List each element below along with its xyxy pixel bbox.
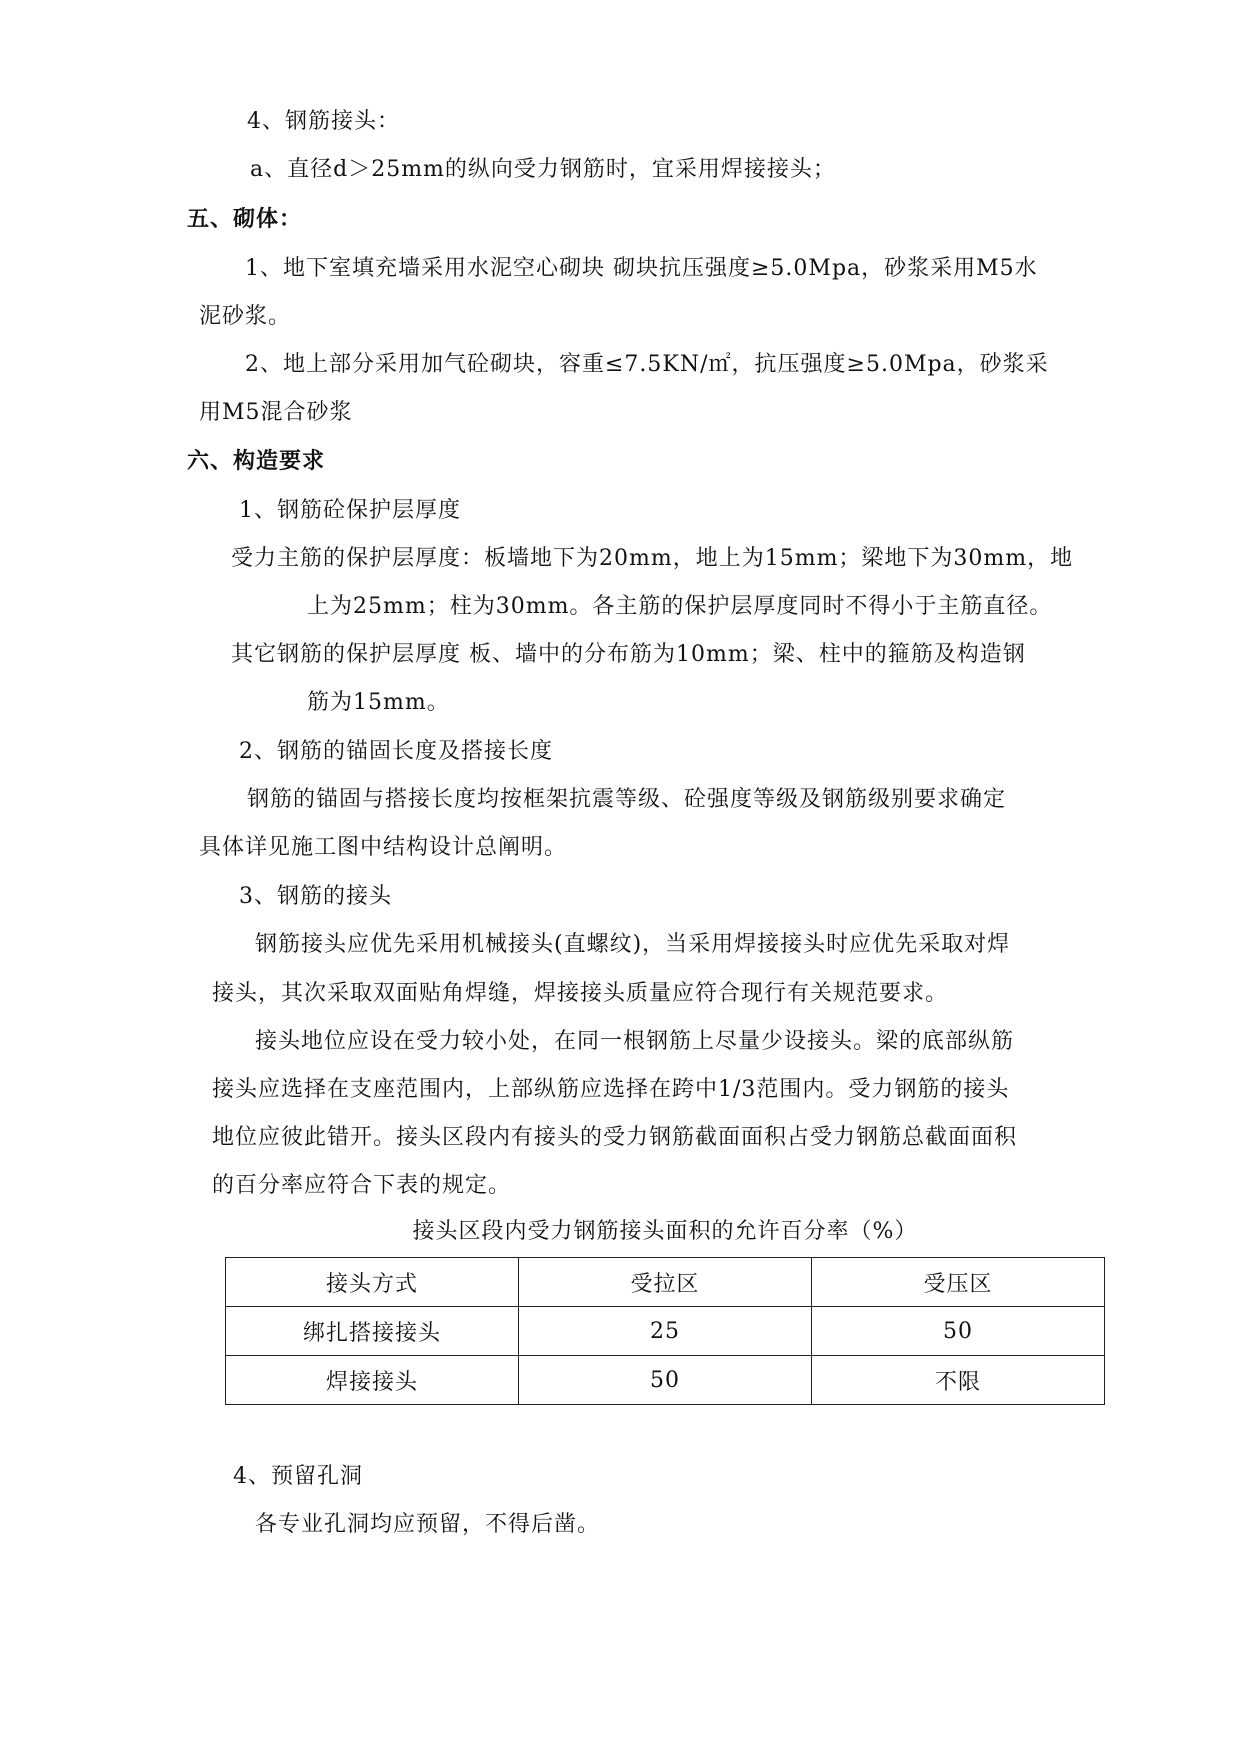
table-row xyxy=(226,1356,1105,1405)
table-row xyxy=(226,1307,1105,1356)
paragraph-line: 接头，其次采取双面贴角焊缝，焊接接头质量应符合现行有关规范要求。 xyxy=(212,981,949,1006)
header-cell: 受压区 xyxy=(812,1258,1105,1307)
paragraph-line: 接头应选择在支座范围内，上部纵筋应选择在跨中1/3范围内。受力钢筋的接头 xyxy=(212,1077,1010,1102)
table-cell: 25 xyxy=(519,1307,812,1356)
subsection-rebar-joint-3: 3、钢筋的接头 xyxy=(239,884,392,909)
paragraph-line: a、直径d＞25mm的纵向受力钢筋时，宜采用焊接接头； xyxy=(250,157,836,182)
paragraph-line: 泥砂浆。 xyxy=(199,304,292,329)
paragraph-line: 地位应彼此错开。接头区段内有接头的受力钢筋截面面积占受力钢筋总截面面积 xyxy=(212,1125,1018,1150)
paragraph-line: 2、地上部分采用加气砼砌块，容重≤7.5KN/㎡，抗压强度≥5.0Mpa，砂浆采 xyxy=(245,352,1049,377)
paragraph-line: 具体详见施工图中结构设计总阐明。 xyxy=(199,835,568,860)
table-header-row xyxy=(226,1258,1105,1307)
paragraph-line: 各专业孔洞均应预留，不得后凿。 xyxy=(255,1512,601,1537)
paragraph-line: 其它钢筋的保护层厚度 板、墙中的分布筋为10mm；梁、柱中的箍筋及构造钢 xyxy=(231,642,1026,667)
paragraph-line: 筋为15mm。 xyxy=(307,690,450,715)
section-heading-masonry: 五、砌体： xyxy=(187,207,303,232)
paragraph-line: 钢筋接头应优先采用机械接头(直螺纹)，当采用焊接接头时应优先采取对焊 xyxy=(255,932,1011,957)
section-heading-construction: 六、构造要求 xyxy=(187,449,326,474)
table-cell: 50 xyxy=(812,1307,1105,1356)
paragraph-line: 上为25mm；柱为30mm。各主筋的保护层厚度同时不得小于主筋直径。 xyxy=(307,594,1053,619)
paragraph-line: 接头地位应设在受力较小处，在同一根钢筋上尽量少设接头。梁的底部纵筋 xyxy=(255,1029,1015,1054)
subsection-anchorage: 2、钢筋的锚固长度及搭接长度 xyxy=(239,739,553,764)
subsection-reserved-holes: 4、预留孔洞 xyxy=(233,1464,363,1489)
joint-percentage-table xyxy=(225,1257,1105,1405)
paragraph-line: 钢筋的锚固与搭接长度均按框架抗震等级、砼强度等级及钢筋级别要求确定 xyxy=(247,787,1007,812)
subsection-cover-thickness: 1、钢筋砼保护层厚度 xyxy=(239,498,461,523)
paragraph-line: 的百分率应符合下表的规定。 xyxy=(212,1173,512,1198)
table-cell: 绑扎搭接接头 xyxy=(226,1307,519,1356)
header-cell: 受拉区 xyxy=(519,1258,812,1307)
paragraph-line: 1、地下室填充墙采用水泥空心砌块 砌块抗压强度≥5.0Mpa，砂浆采用M5水 xyxy=(245,256,1038,281)
paragraph-line: 用M5混合砂浆 xyxy=(199,400,353,425)
subsection-rebar-joint-4: 4、钢筋接头： xyxy=(247,109,400,134)
table-caption: 接头区段内受力钢筋接头面积的允许百分率（%） xyxy=(412,1219,918,1244)
table-cell: 不限 xyxy=(812,1356,1105,1405)
paragraph-line: 受力主筋的保护层厚度：板墙地下为20mm，地上为15mm；梁地下为30mm，地 xyxy=(231,546,1074,571)
table-cell: 焊接接头 xyxy=(226,1356,519,1405)
table-cell: 50 xyxy=(519,1356,812,1405)
header-cell: 接头方式 xyxy=(226,1258,519,1307)
